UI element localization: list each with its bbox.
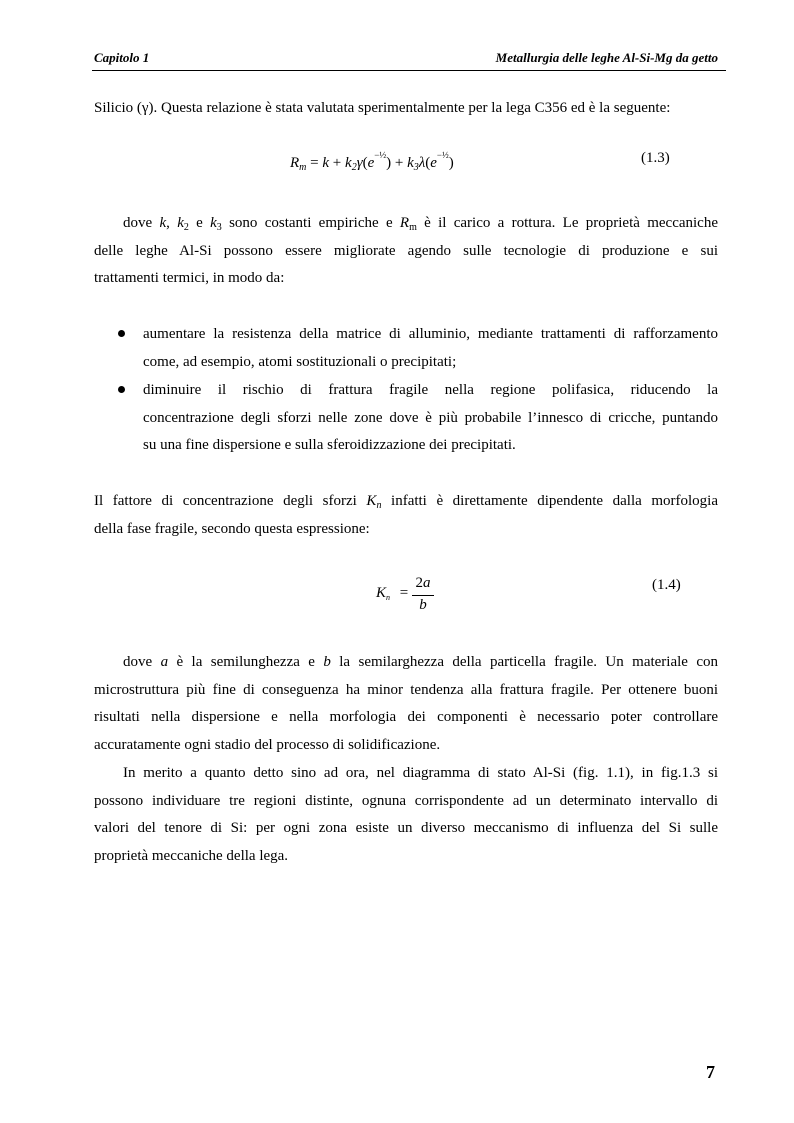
text: infatti è direttamente dipendente dalla morfologia	[391, 493, 719, 509]
eq-symbol: 2	[415, 575, 423, 591]
word: dove	[123, 654, 153, 670]
symbol: k	[177, 215, 184, 231]
subscript: n	[376, 500, 382, 511]
paragraph-line: microstruttura più fine di conseguenza ha minor tendenza alla frattura fragile. Per ottenere buoni	[94, 682, 718, 698]
eq-symbol: e	[367, 155, 375, 171]
bullet-dot	[118, 330, 125, 337]
eq-symbol: k	[345, 155, 352, 171]
bullet-line: aumentare la resistenza della matrice di alluminio, mediante trattamenti di rafforzamento	[143, 326, 718, 342]
eq-operator: =	[399, 585, 409, 601]
fraction-numerator	[410, 575, 436, 592]
eq-symbol: γ	[356, 155, 363, 171]
eq-exponent: −½	[436, 150, 449, 160]
eq-operator: +	[332, 155, 342, 171]
eq-symbol: K	[376, 585, 387, 601]
bullet-line: concentrazione degli sforzi nelle zone dove è più probabile l’innesco di cricche, puntando	[143, 410, 718, 426]
symbol: a	[160, 654, 169, 670]
eq-exponent: −½	[374, 150, 387, 160]
eq-symbol: e	[430, 155, 437, 171]
eq-subscript: 3	[413, 162, 419, 173]
equation-1-3	[290, 150, 454, 173]
symbol: K	[366, 493, 377, 509]
eq-symbol: k	[407, 155, 414, 171]
text: la semilarghezza della particella fragile. Un materiale con	[339, 654, 719, 670]
eq-paren: (	[362, 155, 368, 171]
paragraph-line	[123, 653, 718, 671]
symbol: k	[159, 215, 167, 231]
paragraph-line: della fase fragile, secondo questa espressione:	[94, 521, 370, 537]
eq-subscript: n	[386, 593, 391, 602]
page-number: 7	[706, 1062, 715, 1082]
text: è il carico a rottura. Le proprietà meccaniche	[424, 215, 718, 231]
text: Il fattore di concentrazione degli sforzi	[94, 493, 357, 509]
fraction-bar	[412, 595, 434, 596]
word: e	[196, 215, 203, 231]
text: sono costanti empiriche e	[229, 215, 393, 231]
eq-symbol: a	[423, 575, 431, 591]
eq-paren: (	[425, 155, 431, 171]
bullet-line: diminuire il rischio di frattura fragile nella regione polifasica, riducendo la	[143, 382, 718, 398]
running-header-chapter: Capitolo 1	[94, 50, 150, 65]
equation-number: (1.4)	[652, 577, 681, 593]
eq-operator: =	[310, 155, 319, 171]
symbol: k	[210, 215, 217, 231]
eq-subscript: m	[299, 162, 307, 173]
paragraph-line: risultati nella dispersione e nella morfologia dei componenti è necessario poter controllare	[94, 709, 718, 725]
paragraph-line: accuratamente ogni stadio del processo di solidificazione.	[94, 737, 441, 753]
paragraph-line: valori del tenore di Si: per ogni zona esiste un diverso meccanismo di influenza del Si sulle	[94, 820, 718, 836]
paragraph-line: trattamenti termici, in modo da:	[94, 270, 285, 286]
equation-number: (1.3)	[641, 150, 670, 166]
text: è la semilunghezza e	[176, 654, 315, 670]
paragraph-line: delle leghe Al-Si possono essere migliorate agendo sulle tecnologie di produzione e sui	[94, 243, 718, 259]
symbol: R	[399, 215, 410, 231]
eq-paren: )	[386, 155, 392, 171]
paragraph-line	[123, 214, 718, 237]
running-header-title: Metallurgia delle leghe Al-Si-Mg da getto	[495, 50, 718, 65]
header-rule	[92, 70, 726, 71]
punct: ,	[166, 215, 170, 231]
subscript: m	[409, 222, 417, 233]
bullet-line: come, ad esempio, atomi sostituzionali o precipitati;	[143, 354, 457, 370]
eq-subscript: 2	[351, 162, 357, 173]
bullet-dot	[118, 386, 125, 393]
subscript: 2	[183, 222, 189, 233]
equation-1-4	[376, 585, 408, 602]
eq-operator: +	[394, 155, 404, 171]
paragraph-line: possono individuare tre regioni distinte, ognuna corrispondente ad un determinato intervallo di	[94, 793, 718, 809]
paragraph-line: In merito a quanto detto sino ad ora, nel diagramma di stato Al-Si (fig. 1.1), in fig.1.3 si	[123, 765, 718, 781]
symbol: b	[323, 654, 331, 670]
bullet-line: su una fine dispersione e sulla sferoidizzazione dei precipitati.	[143, 437, 516, 453]
eq-symbol: k	[322, 155, 330, 171]
eq-symbol: R	[290, 155, 300, 171]
fraction-denominator: b	[419, 597, 427, 613]
paragraph-line: Silicio (γ). Questa relazione è stata valutata sperimentalmente per la lega C356 ed è la seguente:	[94, 100, 671, 116]
paragraph-line: proprietà meccaniche della lega.	[94, 848, 289, 864]
paragraph-line	[94, 492, 718, 515]
eq-symbol: λ	[418, 155, 426, 171]
word: dove	[123, 215, 153, 231]
subscript: 3	[216, 222, 222, 233]
eq-paren: )	[448, 155, 454, 171]
